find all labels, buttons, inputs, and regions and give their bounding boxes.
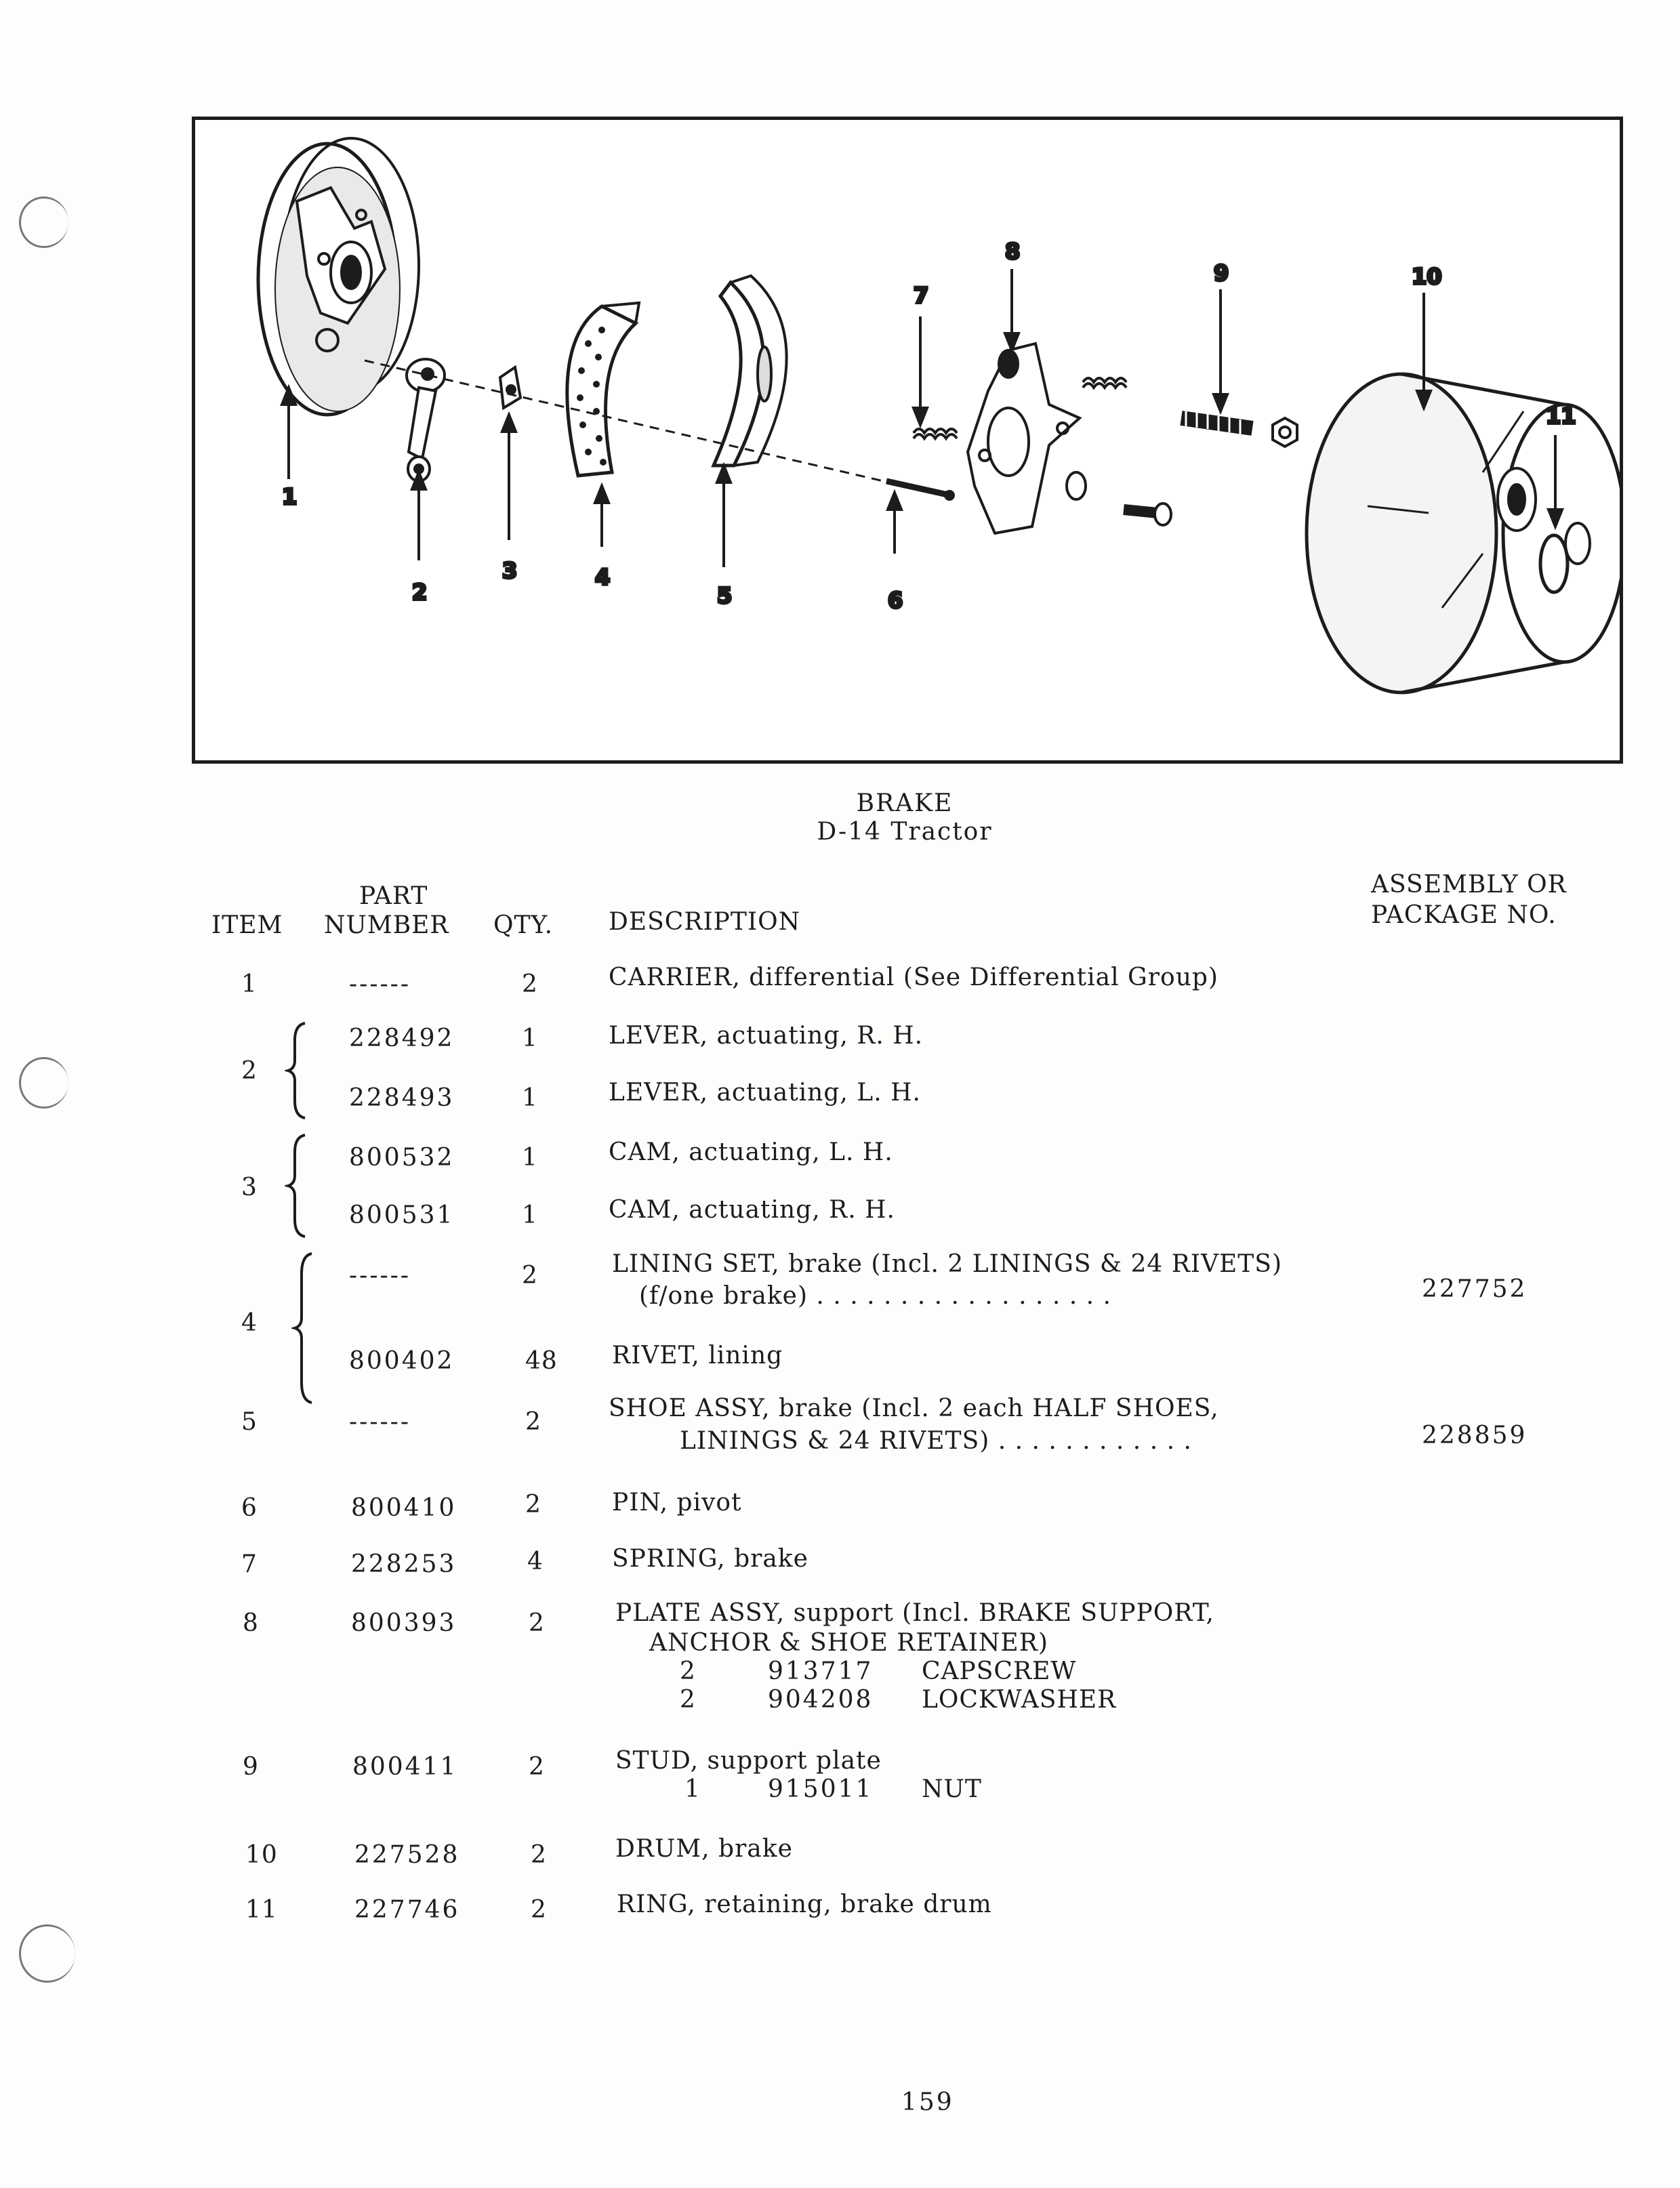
row-2-qty: 1 [522,1025,538,1052]
row-8-sub-1-part: 913717 [768,1657,874,1685]
row-4b-part: 800402 [349,1347,455,1375]
shoe-illustration [714,276,787,466]
row-6-item: 6 [241,1494,258,1522]
row-8-desc-cont: ANCHOR & SHOE RETAINER) [649,1629,1048,1657]
row-3-item: 3 [241,1174,258,1201]
row-9-sub-1-qty: 1 [684,1775,701,1803]
row-1-desc: CARRIER, differential (See Differential Group) [609,964,1218,991]
row-8-sub-2-qty: 2 [680,1686,696,1714]
page-number: 159 [901,2088,954,2116]
row-4-item: 4 [241,1309,258,1337]
row-11-qty: 2 [531,1896,547,1924]
row-2-desc: LEVER, actuating, R. H. [609,1022,924,1050]
row-7-part: 228253 [351,1550,457,1578]
row-2-part: 228492 [349,1025,455,1052]
row-9-sub-1-part: 915011 [768,1775,874,1803]
row-11-item: 11 [245,1896,278,1924]
row-10-qty: 2 [531,1841,547,1869]
row-4-desc: LINING SET, brake (Incl. 2 LININGS & 24 RIVETS) [612,1250,1283,1278]
row-3-qty: 1 [522,1144,538,1172]
row-3-part: 800532 [349,1144,455,1172]
row-5-desc: SHOE ASSY, brake (Incl. 2 each HALF SHOES, [609,1395,1219,1422]
lever-illustration [407,359,445,481]
row-1-part: ------ [349,970,411,998]
header-item: ITEM [211,911,283,939]
row-5-qty: 2 [525,1408,541,1436]
row-5-item: 5 [241,1408,258,1436]
row-11-part: 227746 [354,1896,460,1924]
row-9-sub-1-name: NUT [922,1775,982,1803]
row-11-desc: RING, retaining, brake drum [617,1891,992,1918]
row-4b-qty: 48 [525,1347,558,1375]
row-3b-part: 800531 [349,1201,455,1229]
callout-2: 2 [412,579,428,605]
row-6-part: 800410 [351,1494,457,1522]
row-10-desc: DRUM, brake [615,1835,793,1863]
row-4-desc-cont: (f/one brake) . . . . . . . . . . . . . . . . . . [639,1282,1111,1310]
row-5-desc-cont: LININGS & 24 RIVETS) . . . . . . . . . . . . [680,1427,1192,1455]
row-8-item: 8 [243,1609,259,1637]
header-assembly-bottom: PACKAGE NO. [1371,901,1557,929]
row-8-desc: PLATE ASSY, support (Incl. BRAKE SUPPORT, [615,1599,1214,1627]
row-9-desc: STUD, support plate [615,1747,882,1775]
row-8-sub-1-qty: 2 [680,1657,696,1685]
header-description: DESCRIPTION [609,908,801,936]
callout-3: 3 [502,558,518,583]
row-2b-desc: LEVER, actuating, L. H. [609,1079,921,1107]
margin-mark-bottom [19,1924,75,1983]
brace-item-4 [291,1250,319,1406]
callout-5: 5 [717,583,733,608]
callout-9: 9 [1214,260,1229,286]
row-4-part: ------ [349,1262,411,1289]
carrier-illustration [258,138,419,415]
row-10-part: 227528 [354,1841,460,1869]
row-1-item: 1 [241,970,258,998]
margin-mark-top [19,197,68,248]
row-8-qty: 2 [529,1609,545,1637]
page-subtitle: D-14 Tractor [817,818,993,846]
callout-7: 7 [914,283,929,308]
callout-4: 4 [595,564,611,590]
alignment-line [365,360,947,496]
header-assembly-top: ASSEMBLY OR [1371,871,1567,899]
row-6-qty: 2 [525,1491,541,1519]
exploded-view-diagram [192,117,1623,764]
row-8-part: 800393 [351,1609,457,1637]
row-8-sub-2-part: 904208 [768,1686,874,1714]
row-7-desc: SPRING, brake [612,1545,808,1573]
row-2b-qty: 1 [522,1084,538,1112]
callout-1: 1 [282,484,298,510]
row-10-item: 10 [245,1841,278,1869]
lining-illustration [567,303,639,476]
row-8-sub-2-name: LOCKWASHER [922,1686,1117,1714]
cam-illustration [500,367,520,408]
row-5-assembly: 228859 [1422,1422,1528,1449]
page-title: BRAKE [856,789,954,817]
row-2b-part: 228493 [349,1084,455,1112]
stud-illustration [1181,411,1297,447]
row-9-item: 9 [243,1753,259,1781]
row-7-qty: 4 [527,1548,544,1575]
header-part-top: PART [359,882,428,910]
row-8-sub-1-name: CAPSCREW [922,1657,1077,1685]
callout-11: 11 [1546,403,1576,429]
brace-item-2 [285,1020,312,1121]
row-9-qty: 2 [529,1753,545,1781]
row-9-part: 800411 [352,1753,458,1781]
row-6-desc: PIN, pivot [612,1489,742,1516]
row-2-item: 2 [241,1057,258,1085]
row-1-qty: 2 [522,970,538,998]
header-qty: QTY. [493,911,554,939]
margin-mark-middle [19,1057,68,1109]
row-3b-qty: 1 [522,1201,538,1229]
support-plate-illustration [968,344,1171,533]
header-part-bottom: NUMBER [324,911,449,939]
callout-6: 6 [888,587,903,613]
row-4-qty: 2 [522,1262,538,1289]
row-7-item: 7 [241,1550,258,1578]
row-4-assembly: 227752 [1422,1275,1528,1303]
brace-item-3 [285,1132,312,1240]
row-3-desc: CAM, actuating, L. H. [609,1138,893,1166]
callout-8: 8 [1005,239,1021,264]
row-3b-desc: CAM, actuating, R. H. [609,1196,895,1224]
row-4b-desc: RIVET, lining [612,1342,783,1369]
callout-10: 10 [1412,264,1442,289]
row-5-part: ------ [349,1408,411,1436]
